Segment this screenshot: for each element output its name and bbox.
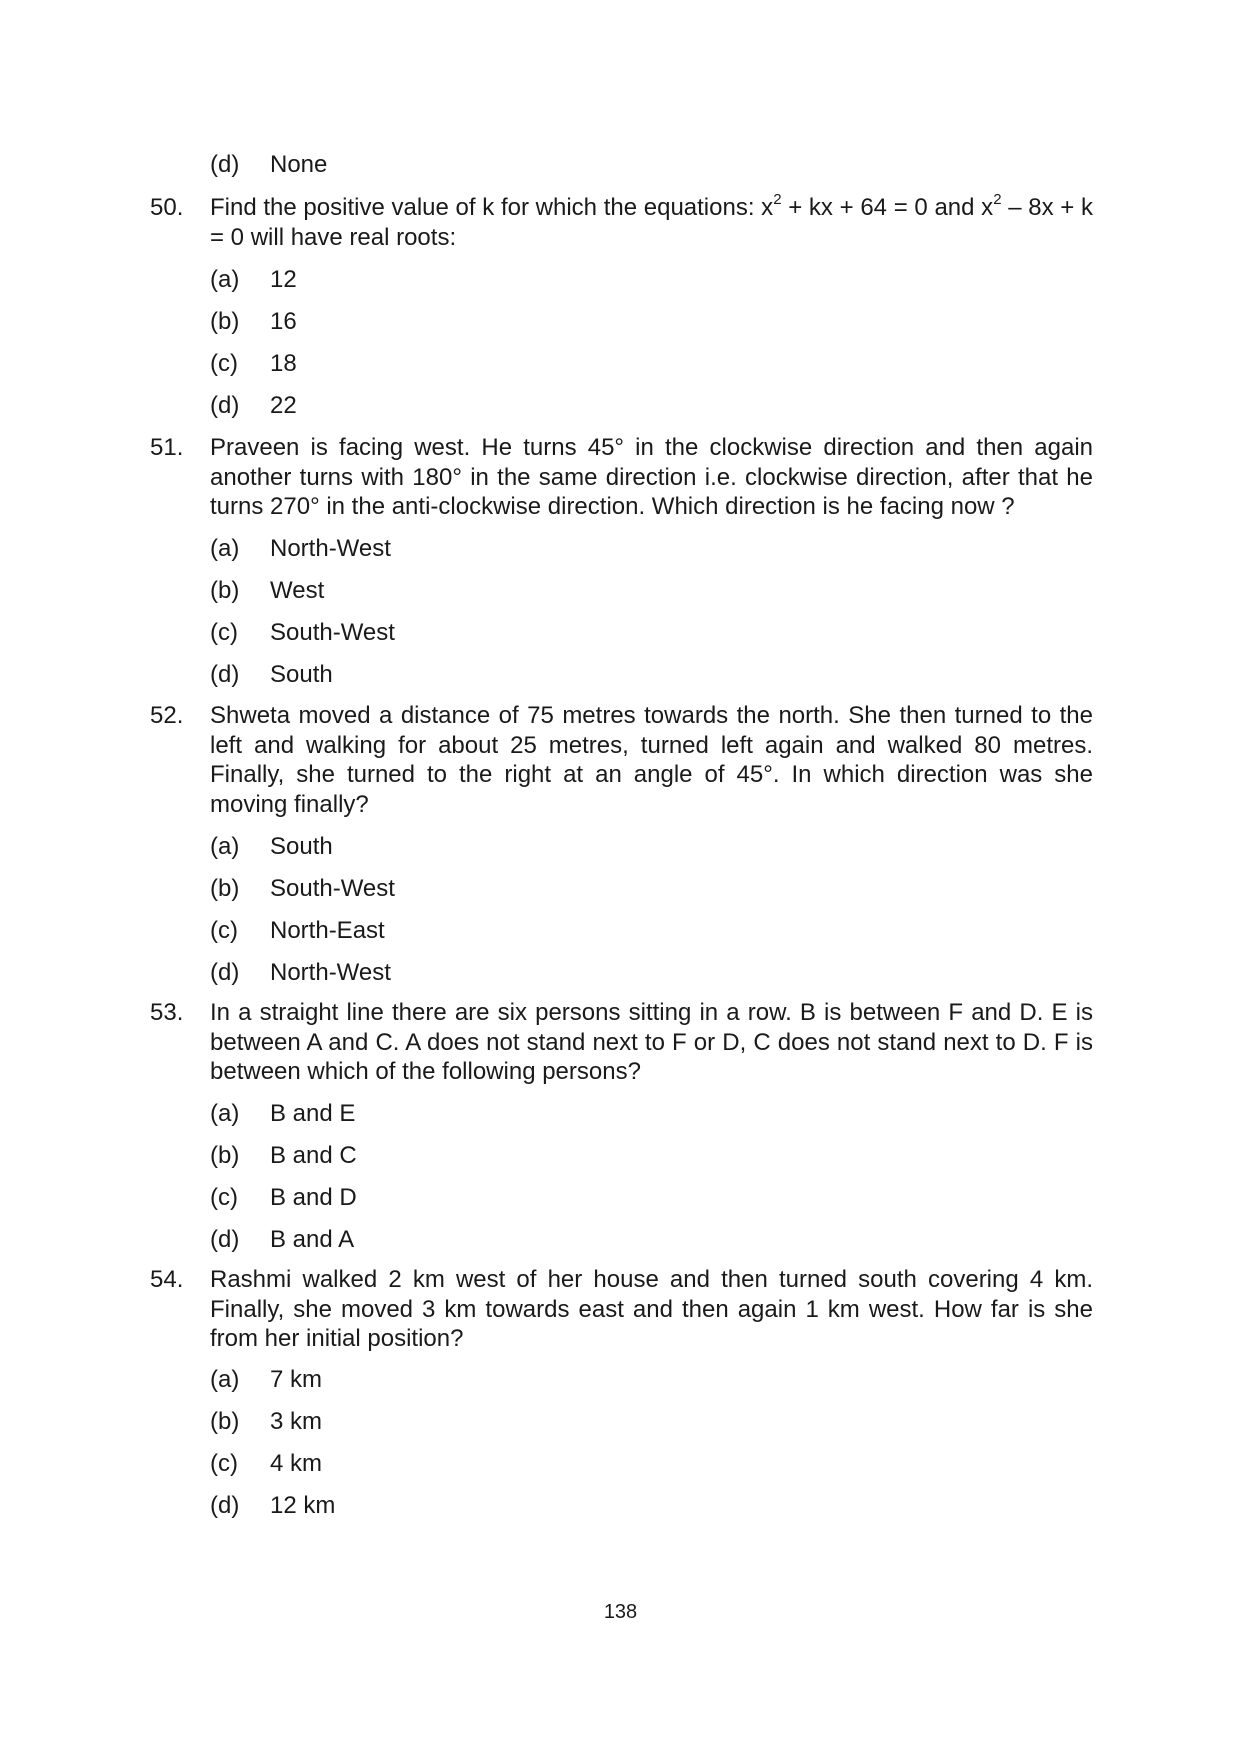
question-text-54: Rashmi walked 2 km west of her house and then turned south covering 4 km. Finally, she moved 3 km towards east and then again 1 km west. How far is she from her initial position?: [210, 1266, 1093, 1352]
option-54-b: (b) 3 km: [210, 1408, 323, 1435]
option-54-d: (d) 12 km: [210, 1492, 336, 1519]
question-number-51: 51.: [150, 434, 184, 461]
option-52-b: (b) South-West: [210, 875, 395, 902]
option-51-c: (c) South-West: [210, 619, 395, 646]
option-50-c: (c) 18: [210, 350, 297, 377]
option-53-b: (b) B and C: [210, 1142, 357, 1169]
option-53-a: (a) B and E: [210, 1100, 356, 1127]
option-50-b: (b) 16: [210, 308, 297, 335]
option-51-a: (a) North-West: [210, 535, 391, 562]
question-number-53: 53.: [150, 999, 184, 1026]
question-number-52: 52.: [150, 702, 184, 729]
option-label: (d): [210, 151, 240, 178]
option-52-a: (a) South: [210, 833, 333, 860]
option-51-d: (d) South: [210, 661, 333, 688]
question-text-53: In a straight line there are six persons sitting in a row. B is between F and D. E is between A and C. A does not stand next to F or D, C does not stand next to D. F is between which of the following persons?: [210, 999, 1093, 1085]
option-50-a: (a) 12: [210, 266, 297, 293]
option-50-d: (d) 22: [210, 392, 297, 419]
option-52-d: (d) North-West: [210, 959, 391, 986]
option-52-c: (c) North-East: [210, 917, 385, 944]
option-54-a: (a) 7 km: [210, 1366, 323, 1393]
page-number: 138: [603, 1601, 638, 1623]
question-text-51: Praveen is facing west. He turns 45° in the clockwise direction and then again another turns with 180° in the same direction i.e. clockwise direction, after that he turns 270° in the anti-clockwise direction. Which direction is he facing now ?: [210, 434, 1093, 520]
option-51-b: (b) West: [210, 577, 325, 604]
question-number-50: 50.: [150, 194, 184, 221]
option-d-prev: [210, 150, 327, 180]
question-number-54: 54.: [150, 1266, 184, 1293]
option-53-d: (d) B and A: [210, 1226, 355, 1253]
question-text-50: Find the positive value of k for which the equations: $x^2$ + kx + 64 = 0 and $x^2 - 8x + k = 0$ will have real roots:: [210, 191, 1093, 251]
option-54-c: (c) 4 km: [210, 1450, 323, 1477]
question-text-52: Shweta moved a distance of 75 metres towards the north. She then turned to the left and walking for about 25 metres, turned left again and walked 80 metres. Finally, she turned to the right at an angle of 45°. In which direction was she moving finally?: [210, 702, 1093, 818]
option-53-c: (c) B and D: [210, 1184, 357, 1211]
option-text: None: [270, 151, 328, 178]
